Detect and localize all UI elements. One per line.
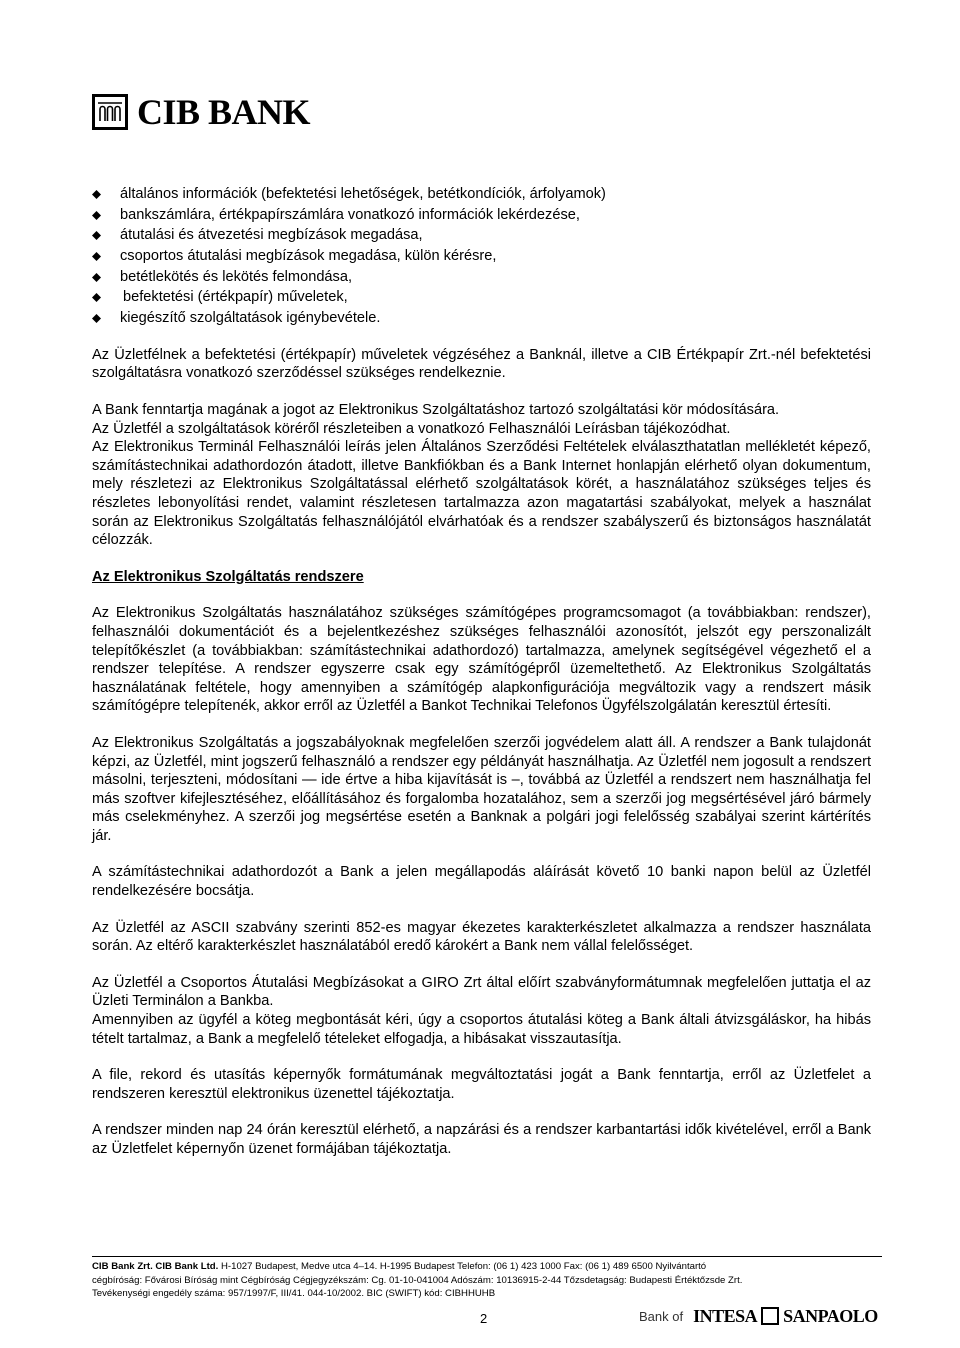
- diamond-bullet-icon: [92, 252, 101, 261]
- list-item-text: befektetési (értékpapír) műveletek,: [123, 289, 348, 306]
- paragraph: A rendszer minden nap 24 órán keresztül elérhető, a napzárási és a rendszer karbantartási idők kivételével, erről a Bank az Üzletfelet képernyőn üzenet formájában tájékoztatja.: [92, 1122, 871, 1157]
- section-heading: Az Elektronikus Szolgáltatás rendszere: [92, 568, 364, 585]
- footer-line-1: [92, 1260, 882, 1274]
- paragraph: Az Üzletfélnek a befektetési (értékpapír) műveletek végzéséhez a Banknál, illetve a CIB Értékpapír Zrt.-nél befektetési szolgáltatásra vonatkozó szerződéssel szükséges rendelkeznie.: [92, 346, 871, 382]
- list-item: [92, 267, 871, 288]
- document-body: [92, 184, 871, 1159]
- footer-line-2: cégbíróság: Fővárosi Bíróság mint Cégbíróság Cégjegyzékszám: Cg. 01-10-041004 Adószám: 10136915-2-44 Tőzsdetagság: Budapesti Értéktőzsde Zrt.: [92, 1274, 743, 1286]
- list-item: [92, 287, 871, 308]
- footer: [92, 1256, 882, 1301]
- diamond-bullet-icon: [92, 314, 101, 323]
- list-item-text: bankszámlára, értékpapírszámlára vonatkozó információk lekérdezése,: [120, 206, 580, 223]
- paragraph: Amennyiben az ügyfél a köteg megbontását kéri, úgy a csoportos átutalási köteg a Bank általi átvizsgáláskor, ha hibás tételt tartalmaz, a Bank a megfelelő tételeket elfogadja, a hibásakat visszautasítja.: [92, 1012, 871, 1047]
- logo-text: CIB BANK: [137, 92, 311, 132]
- paragraph: Az Üzletfél a szolgáltatások köréről részleteiben a vonatkozó Felhasználói Leírásban tájékozódhat.: [92, 420, 731, 437]
- sanpaolo-label: SANPAOLO: [783, 1305, 878, 1326]
- diamond-bullet-icon: [92, 293, 101, 302]
- list-item-text: általános információk (befektetési lehetőségek, betétkondíciók, árfolyamok): [120, 186, 606, 202]
- footer-company: CIB Bank Zrt. CIB Bank Ltd.: [92, 1261, 219, 1272]
- paragraph: Az Elektronikus Terminál Felhasználói leírás jelen Általános Szerződési Feltételek elválaszthatatlan mellékletét képező, számítástechnikai adathordozón átadott, illetve Bankfiókban és a Bank Internet honlapján elérhető olyan dokumentum, mely részletezi az Elektronikus Szolgáltatással elérhető szolgáltatások körét, a használatához szükséges teljes és részletes lebonyolítási rendet, valamint részletesen tartalmazza azon magatartási szabályokat, melyek a használat során az Elektronikus Szolgáltatás felhasználójától elvárhatóak és a rendszer szabályszerű és biztonságos használatát célozzák.: [92, 439, 871, 549]
- paragraph: Az Üzletfél a Csoportos Átutalási Megbízásokat a GIRO Zrt által előírt szabványformátumnak megfelelően juttatja el az Üzleti Terminálon a Bankba.: [92, 974, 871, 1010]
- paragraph: A file, rekord és utasítás képernyők formátumának megváltoztatási jogát a Bank fenntartja, erről az Üzletfelet a rendszeren keresztül elektronikus üzenettel tájékoztatja.: [92, 1067, 871, 1102]
- footer-line-3: Tevékenységi engedély száma: 957/1997/F, III/41. 044-10/2002. BIC (SWIFT) kód: CIBHHUHB: [92, 1288, 496, 1300]
- list-item-text: betétlekötés és lekötés felmondása,: [120, 268, 353, 285]
- diamond-bullet-icon: [92, 231, 101, 240]
- footer-address: H-1027 Budapest, Medve utca 4–14. H-1995 Budapest Telefon: (06 1) 423 1000 Fax: (06 1) 489 6500 Nyilvántartó: [218, 1261, 707, 1272]
- list-item: [92, 205, 871, 226]
- paragraph: A számítástechnikai adathordozót a Bank a jelen megállapodás aláírását követő 10 banki napon belül az Üzletfél rendelkezésére bocsátja.: [92, 864, 871, 900]
- services-list: [92, 184, 871, 329]
- page-number: 2: [480, 1311, 488, 1326]
- sanpaolo-mark-icon: [761, 1307, 779, 1325]
- list-item-text: csoportos átutalási megbízások megadása, külön kérésre,: [120, 248, 497, 265]
- paragraph: Az Elektronikus Szolgáltatás a jogszabályoknak megfelelően szerzői jogvédelem alatt áll. A rendszer a Bank tulajdonát képzi, az Üzletfél, mint jogszerű felhasználó a rendszer egy példányát használhatja. Az Üzletfél nem jogosult a rendszert másolni, terjeszteni, módosítani — ide értve a hiba kijavítását is –, továbbá az Üzletfél a rendszert nem használhatja fel más szoftver kifejlesztéséhez, előállításához és forgalomba hozatalához, sem a szerzői jog megsértésével járó bármely más cselekményhez. A szerzői jog megsértése esetén a Banknak a polgári jogi felelősség szabályai szerint kártérítés jár.: [92, 734, 871, 844]
- intesa-sanpaolo-logo: [639, 1304, 878, 1328]
- paragraph: Az Üzletfél az ASCII szabvány szerinti 852-es magyar ékezetes karakterkészletet alkalmazza a rendszer használata során. Az eltérő karakterkészlet használatából eredő károkért a Bank nem vállal felelősséget.: [92, 919, 871, 955]
- diamond-bullet-icon: [92, 273, 101, 282]
- bank-of-label: Bank of: [639, 1308, 684, 1324]
- list-item: [92, 225, 871, 246]
- cib-logo-icon: [92, 94, 128, 130]
- list-item-text: kiegészítő szolgáltatások igénybevétele.: [120, 310, 381, 327]
- list-item: [92, 246, 871, 267]
- diamond-bullet-icon: [92, 190, 101, 199]
- intesa-label: INTESA: [693, 1305, 758, 1326]
- list-item: [92, 308, 871, 329]
- diamond-bullet-icon: [92, 211, 101, 220]
- list-item: [92, 184, 871, 205]
- cib-bank-logo: [92, 93, 310, 131]
- paragraph: Az Elektronikus Szolgáltatás használatához szükséges számítógépes programcsomagot (a továbbiakban: rendszer), felhasználói dokumentációt és a bejelentkezéshez szükséges felhasználói azonosítót, jelszót egy perszonalizált telepítőkészlet (a továbbiakban: számítástechnikai adathordozó) tartalmazza, amelynek segítségével végezhető el a rendszer telepítése. A rendszer egyszerre csak egy számítógépről üzemeltethető. Az Elektronikus Szolgáltatás használatának feltétele, hogy amennyiben a számítógép alapkonfigurációja megváltozik vagy a rendszert másik számítógépre telepítenék, akkor erről az Üzletfél a Bankot Technikai Telefonos Ügyfélszolgálatán keresztül értesíti.: [92, 605, 871, 715]
- paragraph: A Bank fenntartja magának a jogot az Elektronikus Szolgáltatáshoz tartozó szolgáltatási kör módosítására.: [92, 402, 780, 418]
- list-item-text: átutalási és átvezetési megbízások megadása,: [120, 227, 423, 244]
